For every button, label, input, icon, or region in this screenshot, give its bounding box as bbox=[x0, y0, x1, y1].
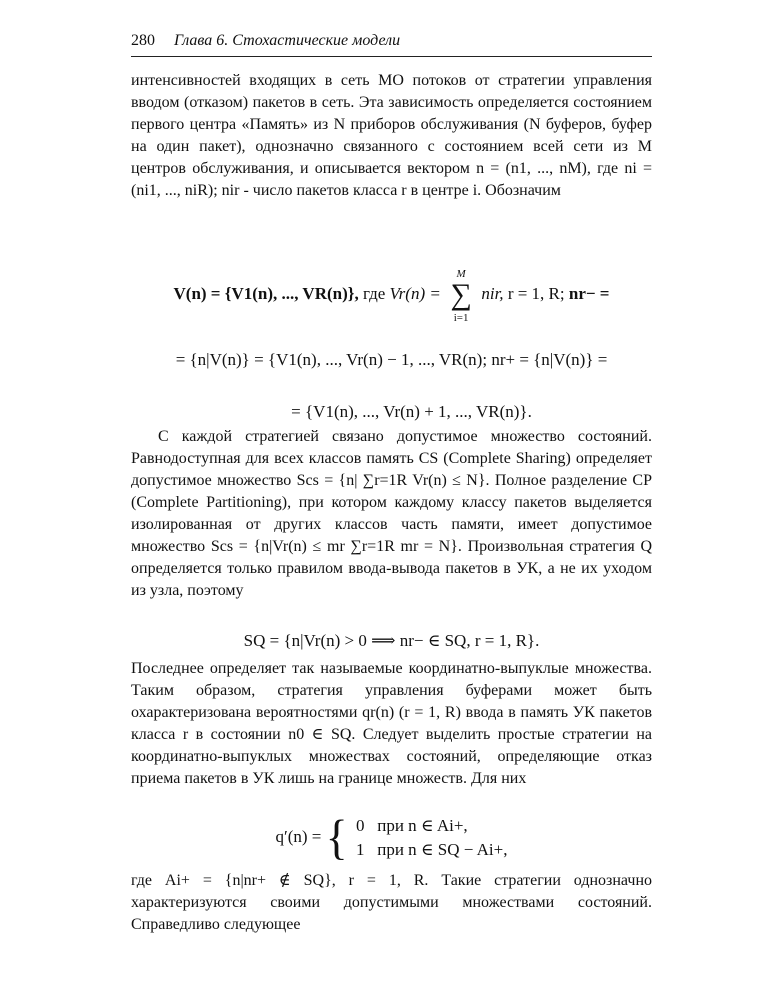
running-header bbox=[131, 30, 652, 57]
paragraph-1: интенсивностей входящих в сеть МО потоков от стратегии управления вводом (отказом) пакетов в сеть. Эта зависимость определяется состоянием первого центра «Память» из N приборов обслуживания (N буферов, буфер на один пакет), однозначно связанного с состоянием всей сети из M центров обслуживания, и описывается вектором n = (n1, ..., nM), где ni = (ni1, ..., niR); nir - число пакетов класса r в центре i. Обозначим bbox=[131, 72, 652, 199]
case-row-2 bbox=[356, 838, 508, 862]
formula-1-def: Vr(n) = bbox=[389, 283, 441, 303]
page-number: 280 bbox=[131, 32, 155, 49]
formula-1-where: где bbox=[362, 283, 386, 303]
case-1-value: 0 bbox=[355, 816, 365, 835]
chapter-title: Глава 6. Стохастические модели bbox=[174, 32, 401, 49]
paragraph-4: где Ai+ = {n|nr+ ∉ SQ}, r = 1, R. Такие стратегии однозначно характеризуются своими допустимыми множествами состояний. Справедливо следующее bbox=[131, 872, 652, 933]
formula-1-range: r = 1, R; bbox=[507, 283, 565, 303]
case-1-condition: при n ∈ Ai+, bbox=[377, 816, 468, 835]
formula-1 bbox=[131, 268, 652, 322]
summation-sign: M ∑ i=1 bbox=[448, 268, 474, 322]
formula-3: = {V1(n), ..., Vr(n) + 1, ..., VR(n)}. bbox=[291, 402, 532, 421]
formula-1-lhs: V(n) = {V1(n), ..., VR(n)}, bbox=[173, 283, 359, 303]
paragraph-3: Последнее определяет так называемые координатно-выпуклые множества. Таким образом, стратегия управления буферами может быть охарактеризована вероятностями qr(n) (r = 1, R) ввода в память УК пакетов класса r в состоянии n0 ∈ SQ. Следует выделить простые стратегии на координатно-выпуклых множествах состояний, определяющие отказ приема пакетов в УК лишь на границе множеств. Для них bbox=[131, 660, 652, 787]
formula-4: SQ = {n|Vr(n) > 0 ⟹ nr− ∈ SQ, r = 1, R}. bbox=[243, 631, 540, 650]
sum-lower-limit: i=1 bbox=[453, 312, 469, 324]
formula-1-tail: nr− = bbox=[568, 283, 610, 303]
formula-5-lhs: q′(n) = bbox=[275, 826, 322, 846]
case-row-1 bbox=[356, 814, 508, 838]
sum-upper-limit: M bbox=[456, 268, 466, 280]
curly-brace: { bbox=[325, 810, 348, 865]
case-2-value: 1 bbox=[355, 840, 365, 859]
paragraph-2: С каждой стратегией связано допустимое множество состояний. Равнодоступная для всех классов память CS (Complete Sharing) определяет допустимое множество Scs = {n| ∑r=1R Vr(n) ≤ N}. Полное разделение CP (Complete Partitioning), при котором каждому классу пакетов выделяется изолированная от других классов часть памяти, имеет допустимое множество Scs = {n|Vr(n) ≤ mr ∑r=1R mr = N}. Произвольная стратегия Q определяется только правилом ввода-вывода пакетов в УК, а не их уходом из узла, поэтому bbox=[131, 428, 652, 599]
formula-1-summand: nir, bbox=[481, 283, 504, 303]
case-2-condition: при n ∈ SQ − Ai+, bbox=[377, 840, 508, 859]
cases-block bbox=[356, 814, 508, 862]
formula-5 bbox=[131, 810, 652, 865]
formula-2: = {n|V(n)} = {V1(n), ..., Vr(n) − 1, ..., VR(n); nr+ = {n|V(n)} = bbox=[175, 350, 608, 369]
